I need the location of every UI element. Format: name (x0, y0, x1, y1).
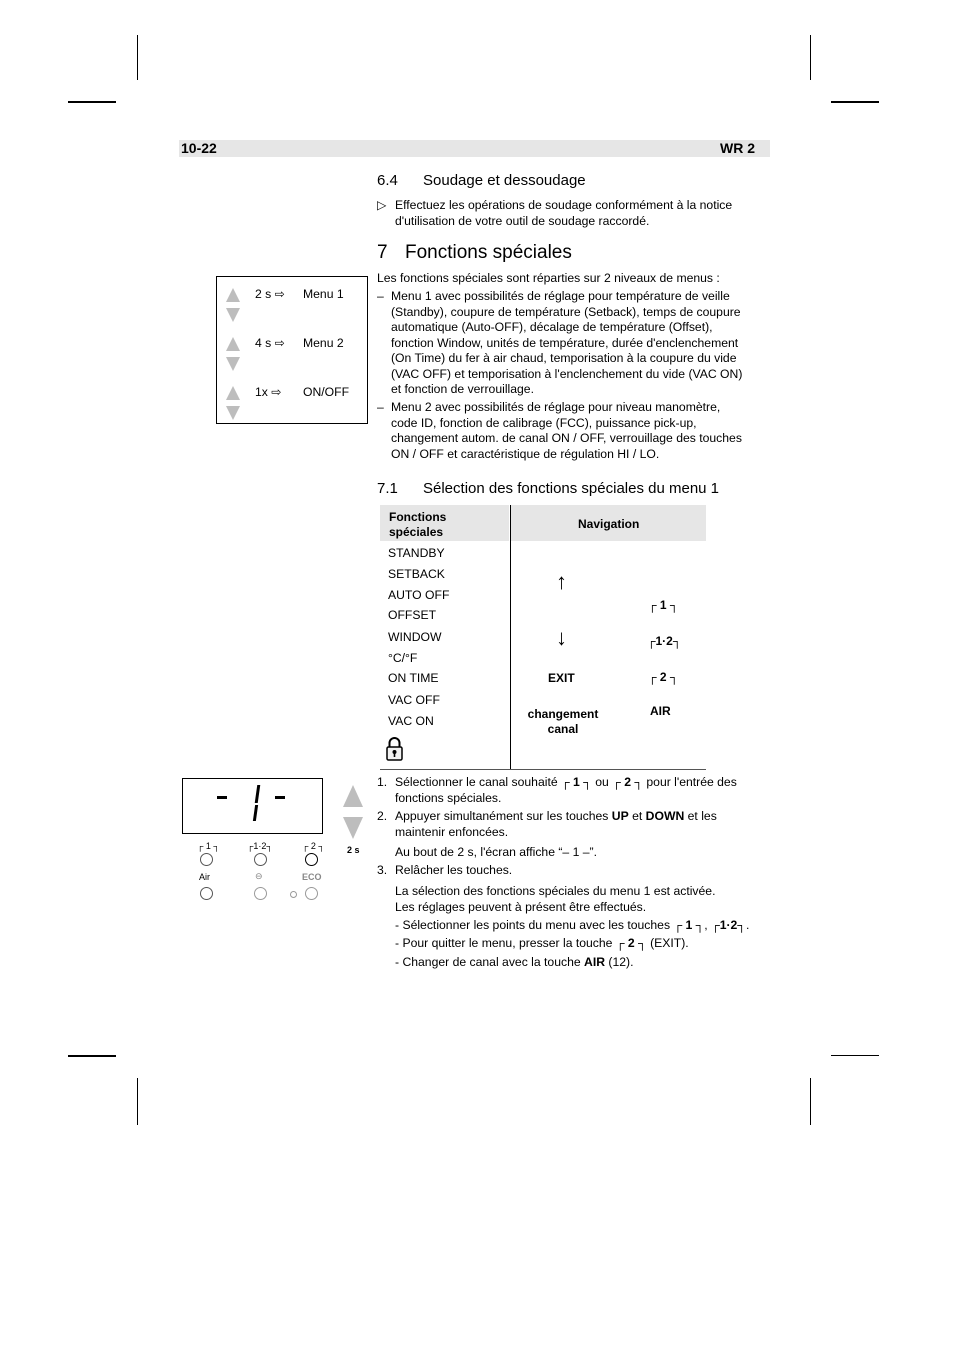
table-divider (380, 769, 706, 770)
up-arrow-icon (226, 337, 240, 351)
page-header (179, 140, 770, 157)
key-1-2-symbol: ┌1·2┐ (647, 634, 682, 648)
down-navigation-icon: ↓ (556, 625, 567, 650)
vacuum-icon: ⊖ (255, 871, 263, 881)
table-header-navigation: Navigation (511, 505, 706, 541)
down-button-icon (343, 817, 363, 839)
menu-access-box: 2 s ⇨ Menu 1 4 s ⇨ Menu 2 1x ⇨ ON/OFF (216, 276, 368, 424)
display-segment (255, 785, 261, 803)
crop-mark (831, 1055, 879, 1056)
display-segment (217, 796, 227, 799)
key-1-button (200, 853, 213, 866)
hold-time-label: 2 s (347, 845, 360, 855)
up-arrow-icon (226, 288, 240, 302)
key-2-button (305, 853, 318, 866)
function-item: OFFSET (388, 608, 437, 622)
key-1-2-label: ┌1·2┐ (247, 841, 273, 851)
key-1-symbol: ┌ 1 ┐ (561, 775, 592, 789)
air-button (200, 887, 213, 900)
lock-icon (385, 736, 404, 762)
display-segment (253, 805, 258, 821)
eco-button (305, 887, 318, 900)
key-2-label: ┌ 2 ┐ (302, 841, 325, 851)
table-header-functions: Fonctions spéciales (380, 505, 509, 541)
down-arrow-icon (226, 406, 240, 420)
channel-change-label: changement canal (527, 707, 599, 736)
up-button-icon (343, 785, 363, 807)
up-arrow-icon (226, 386, 240, 400)
product-name: WR 2 (720, 140, 755, 156)
triangle-bullet-icon: ▷ (377, 198, 387, 212)
down-arrow-icon (226, 308, 240, 322)
function-item: WINDOW (388, 630, 442, 644)
up-navigation-icon: ↑ (556, 569, 567, 594)
function-item: VAC ON (388, 714, 434, 728)
crop-mark (810, 1078, 811, 1125)
air-label: Air (199, 872, 210, 882)
key-2-symbol: ┌ 2 ┐ (648, 670, 679, 684)
key-2-symbol: ┌ 2 ┐ (612, 775, 643, 789)
eco-label: ECO (302, 872, 322, 882)
intro-text: Les fonctions spéciales sont réparties sur 2 niveaux de menus : (377, 271, 720, 285)
crop-mark (68, 101, 116, 103)
table-divider (510, 505, 511, 770)
down-arrow-icon (226, 357, 240, 371)
function-item: AUTO OFF (388, 588, 450, 602)
station-display (182, 778, 323, 834)
key-1-label: ┌ 1 ┐ (197, 841, 220, 851)
page-number: 10-22 (181, 140, 217, 156)
function-item: ON TIME (388, 671, 439, 685)
crop-mark (831, 101, 879, 103)
eco-led (290, 891, 297, 898)
vacuum-button (254, 887, 267, 900)
crop-mark (68, 1055, 116, 1057)
crop-mark (810, 35, 811, 80)
key-1-symbol: ┌ 1 ┐ (648, 598, 679, 612)
function-item: VAC OFF (388, 693, 440, 707)
key-1-2-button (254, 853, 267, 866)
function-item: STANDBY (388, 546, 445, 560)
air-key-label: AIR (650, 704, 671, 718)
display-segment (275, 796, 285, 799)
crop-mark (137, 1078, 138, 1125)
exit-label: EXIT (548, 671, 575, 685)
crop-mark (137, 35, 138, 80)
function-item: °C/°F (388, 651, 418, 665)
function-item: SETBACK (388, 567, 445, 581)
